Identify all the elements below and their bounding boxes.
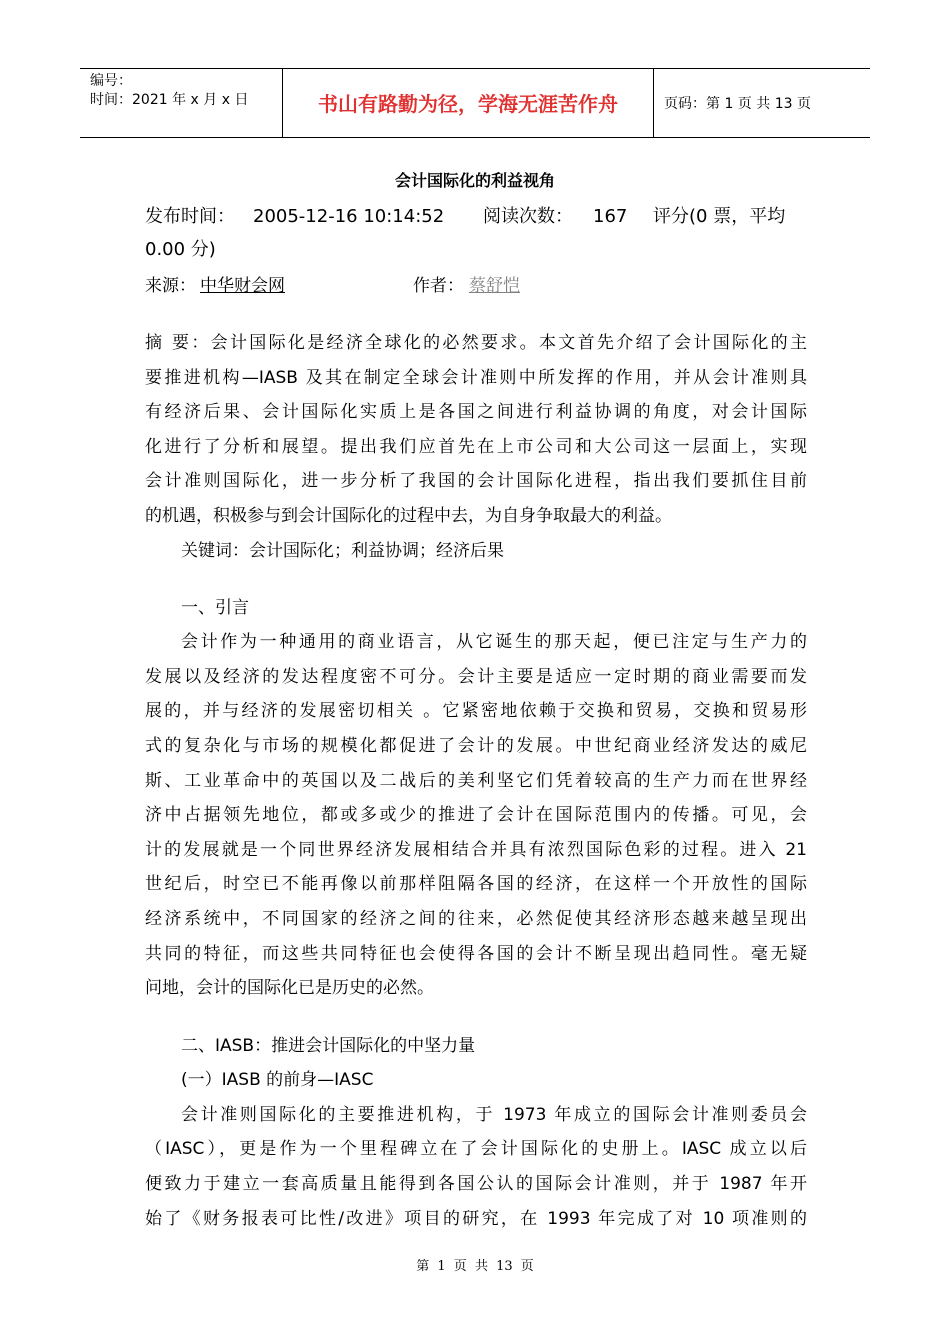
paragraph-line: 计的发展就是一个同世界经济发展相结合并具有浓烈国际色彩的过程。进入 21 xyxy=(145,840,807,860)
source-label: 来源： xyxy=(145,276,196,296)
paragraph-line: 会计作为一种通用的商业语言，从它诞生的那天起，便已注定与生产力的 xyxy=(181,632,807,652)
read-label: 阅读次数： xyxy=(483,206,573,227)
footer-text: 页 xyxy=(453,1259,467,1274)
abstract-line: 有经济后果、会计国际化实质上是各国之间进行利益协调的角度，对会计国际 xyxy=(145,402,807,422)
paragraph-line: 便致力于建立一套高质量且能得到各国公认的国际会计准则，并于 1987 年开 xyxy=(145,1174,807,1194)
rating-text: 评分(0 票，平均 xyxy=(653,206,786,227)
header-center-cell xyxy=(283,69,654,137)
footer-current-page: 1 xyxy=(437,1259,446,1274)
page-header xyxy=(80,68,870,138)
publish-label: 发布时间： xyxy=(145,206,235,227)
time-label: 时间：2021 年 x 月 x 日 xyxy=(90,92,249,108)
abstract-line: 会计准则国际化，进一步分析了我国的会计国际化进程，指出我们要抓住目前 xyxy=(145,471,807,491)
number-label: 编号： xyxy=(90,73,132,89)
paragraph-line: 共同的特征，而这些共同特征也会使得各国的会计不断呈现出趋同性。毫无疑 xyxy=(145,944,807,964)
header-right-cell xyxy=(654,69,870,137)
paragraph-line: 始了《财务报表可比性/改进》项目的研究，在 1993 年完成了对 10 项准则的 xyxy=(145,1209,807,1229)
paragraph-line: 世纪后，时空已不能再像以前那样阻隔各国的经济，在这样一个开放性的国际 xyxy=(145,874,807,894)
article-source xyxy=(145,275,807,297)
abstract-line: 化进行了分析和展望。提出我们应首先在上市公司和大公司这一层面上，实现 xyxy=(145,437,807,457)
paragraph-line: 展的，并与经济的发展密切相关 。它紧密地依赖于交换和贸易，交换和贸易形 xyxy=(145,701,807,721)
author-link[interactable]: 蔡舒恺 xyxy=(469,276,520,296)
paragraph-line: 发展以及经济的发达程度密不可分。会计主要是适应一定时期的商业需要而发 xyxy=(145,667,807,687)
paragraph-line: 会计准则国际化的主要推进机构，于 1973 年成立的国际会计准则委员会 xyxy=(181,1105,807,1125)
publish-time: 2005-12-16 10:14:52 xyxy=(253,206,445,227)
footer-text: 第 xyxy=(416,1259,430,1274)
footer-total-pages: 13 xyxy=(496,1259,513,1274)
abstract-line: 的机遇，积极参与到会计国际化的过程中去，为自身争取最大的利益。 xyxy=(145,506,672,526)
paragraph-line: 斯、工业革命中的英国以及二战后的美利坚它们凭着较高的生产力而在世界经 xyxy=(145,771,807,791)
header-page-info: 页码：第 1 页 共 13 页 xyxy=(664,96,811,112)
paragraph-line: 济中占据领先地位，都或多或少的推进了会计在国际范围内的传播。可见，会 xyxy=(145,805,807,825)
paragraph-line: 经济系统中，不同国家的经济之间的往来，必然促使其经济形态越来越呈现出 xyxy=(145,909,807,929)
header-left-cell xyxy=(80,69,283,137)
rating-average: 0.00 分) xyxy=(145,239,216,260)
paragraph-line: 问地，会计的国际化已是历史的必然。 xyxy=(145,978,434,998)
article-title: 会计国际化的利益视角 xyxy=(394,171,555,190)
keywords: 关键词：会计国际化；利益协调；经济后果 xyxy=(181,541,504,561)
page-footer xyxy=(0,1258,950,1276)
section-heading: 一、引言 xyxy=(181,598,249,618)
header-motto: 书山有路勤为径，学海无涯苦作舟 xyxy=(318,92,618,116)
abstract-line: 摘 要：会计国际化是经济全球化的必然要求。本文首先介绍了会计国际化的主 xyxy=(145,333,807,353)
footer-text: 页 xyxy=(520,1259,534,1274)
paragraph-line: 式的复杂化与市场的规模化都促进了会计的发展。中世纪商业经济发达的威尼 xyxy=(145,736,807,756)
paragraph-line: （IASC），更是作为一个里程碑立在了会计国际化的史册上。IASC 成立以后 xyxy=(145,1139,807,1159)
abstract-line: 要推进机构—IASB 及其在制定全球会计准则中所发挥的作用，并从会计准则具 xyxy=(145,368,807,388)
read-count: 167 xyxy=(593,206,628,227)
section-heading: 二、IASB：推进会计国际化的中坚力量 xyxy=(181,1036,476,1056)
footer-text: 共 xyxy=(474,1259,488,1274)
subsection-heading: (一）IASB 的前身—IASC xyxy=(181,1070,374,1090)
article-meta xyxy=(145,205,807,229)
author-label: 作者： xyxy=(413,276,464,296)
source-link[interactable]: 中华财会网 xyxy=(200,276,285,296)
